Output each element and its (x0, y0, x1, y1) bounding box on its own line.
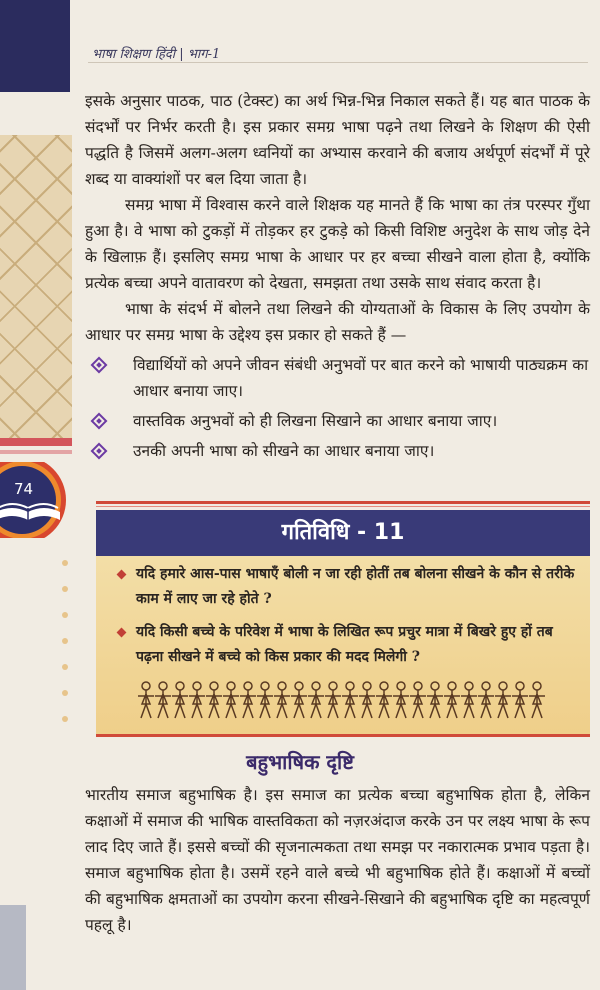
activity-bottom-rule (96, 734, 590, 737)
bullet-dot-icon (117, 628, 127, 638)
diamond-bullet-icon (91, 443, 108, 460)
activity-top-rule-thin (96, 506, 590, 507)
list-item (85, 408, 590, 434)
list-item-text: वास्तविक अनुभवों को ही लिखना सिखाने का आधार बनाया जाए। (133, 412, 498, 430)
page-number-badge (0, 462, 70, 538)
margin-corner (0, 905, 26, 990)
margin-navy-strip (0, 0, 70, 92)
open-book-icon (0, 462, 70, 538)
paragraph: भाषा के संदर्भ में बोलने तथा लिखने की योग्यताओं के विकास के लिए उपयोग के आधार पर समग्र भाषा के उद्देश्य इस प्रकार हो सकते हैं — (85, 300, 590, 344)
activity-question-text: यदि हमारे आस-पास भाषाएँ बोली न जा रही होतीं तब बोलना सीखने के कौन से तरीके काम में लाए जा रहे होते ? (136, 566, 575, 607)
paragraph: समग्र भाषा में विश्वास करने वाले शिक्षक यह मानते हैं कि भाषा का तंत्र परस्पर गुँथा हुआ है। वे भाषा को टुकड़ों में तोड़कर हर टुकड़े को किसी विशिष्ट अनुदेश के साथ जोड़ देने के खिलाफ़ हैं। इसलिए समग्र भाषा के आधार पर हर बच्चा सीखने वाला होता है, क्योंकि प्रत्येक बच्चा अपने वातावरण को देखता, समझता तथा उसके साथ संवाद करता है। (85, 196, 590, 292)
section-heading: बहुभाषिक दृष्टि (246, 750, 354, 774)
body-text (85, 88, 590, 464)
margin-red-bar (0, 438, 72, 446)
list-item (85, 352, 590, 404)
margin-diamond-pattern (0, 135, 72, 440)
list-item-text: उनकी अपनी भाषा को सीखने का आधार बनाया जाए। (133, 442, 435, 460)
running-head: भाषा शिक्षण हिंदी | भाग-1 (92, 47, 221, 62)
activity-top-rule (96, 501, 590, 504)
margin-pink-bar (0, 450, 72, 454)
diamond-bullet-icon (91, 357, 108, 374)
list-item (85, 438, 590, 464)
section-text: भारतीय समाज बहुभाषिक है। इस समाज का प्रत्येक बच्चा बहुभाषिक होता है, लेकिन कक्षाओं में समाज की भाषिक वास्तविकता को नज़रअंदाज करके उन पर लक्ष्य भाषा के रूप लाद दिए जाते हैं। इससे बच्चों की सृजनात्मकता तथा समझ पर नकारात्मक प्रभाव पड़ता है। समाज बहुभाषिक होता है। उसमें रहने वाले बच्चे भी बहुभाषिक होते हैं। कक्षाओं में बच्चों की बहुभाषिक क्षमताओं का उपयोग करना सीखने-सिखाने की बहुभाषिक दृष्टि का महत्वपूर्ण पहलू है। (85, 786, 590, 934)
bullet-list (85, 352, 590, 464)
activity-question-text: यदि किसी बच्चे के परिवेश में भाषा के लिखित रूप प्रचुर मात्रा में बिखरे हुए हों तब पढ़ना सीखने में बच्चे को किस प्रकार की मदद मिलेगी ? (136, 624, 553, 665)
header-rule (88, 62, 588, 63)
diamond-bullet-icon (91, 413, 108, 430)
page-number: 74 (14, 480, 34, 498)
paragraph: इसके अनुसार पाठक, पाठ (टेक्स्ट) का अर्थ भिन्न-भिन्न निकाल सकते हैं। यह बात पाठक के संदर्भों पर निर्भर करती है। इस प्रकार समग्र भाषा पढ़ने तथा लिखने के शिक्षण की ऐसी पद्धति है जिसमें अलग-अलग ध्वनियों का अभ्यास करवाने की बजाय अर्थपूर्ण संदर्भों में पूरे शब्द या वाक्यांशों पर बल दिया जाता है। (85, 92, 590, 188)
list-item-text: विद्यार्थियों को अपने जीवन संबंधी अनुभवों पर बात करने को भाषायी पाठ्यक्रम का आधार बनाया जाए। (133, 356, 589, 400)
activity-question (114, 562, 584, 612)
activity-question (114, 620, 584, 670)
children-illustration-icon (96, 676, 590, 726)
activity-box (96, 556, 590, 734)
bullet-dot-icon (117, 570, 127, 580)
activity-title: गतिविधि - 11 (96, 510, 590, 556)
